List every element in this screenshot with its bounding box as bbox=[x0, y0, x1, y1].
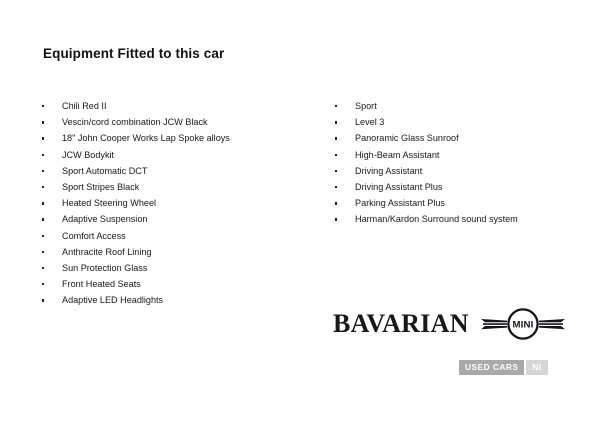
list-item bbox=[40, 195, 310, 211]
equipment-column-left bbox=[40, 98, 310, 308]
page-title: Equipment Fitted to this car bbox=[43, 46, 225, 61]
list-item bbox=[333, 211, 593, 227]
bullet-icon bbox=[335, 121, 337, 123]
bullet-icon bbox=[42, 105, 44, 107]
list-item bbox=[40, 292, 310, 308]
equipment-label: Parking Assistant Plus bbox=[355, 198, 445, 209]
equipment-label: Driving Assistant Plus bbox=[355, 181, 443, 192]
list-item bbox=[40, 114, 310, 130]
equipment-column-right bbox=[333, 98, 593, 228]
equipment-label: Sport bbox=[355, 101, 377, 111]
equipment-label: High-Beam Assistant bbox=[355, 149, 440, 160]
svg-text:MINI: MINI bbox=[512, 319, 534, 331]
bullet-icon bbox=[335, 170, 337, 172]
list-item bbox=[40, 211, 310, 227]
branding-block bbox=[333, 305, 565, 385]
bullet-icon bbox=[42, 283, 44, 285]
equipment-label: Panoramic Glass Sunroof bbox=[355, 133, 459, 144]
list-item bbox=[333, 130, 593, 146]
equipment-label: Vescin/cord combination JCW Black bbox=[62, 117, 208, 128]
bullet-icon bbox=[42, 202, 44, 204]
mini-logo-icon bbox=[481, 307, 565, 341]
badge-region-label: NI bbox=[526, 360, 547, 375]
equipment-label: Front Heated Seats bbox=[62, 279, 141, 290]
list-item bbox=[333, 98, 593, 114]
bullet-icon bbox=[42, 218, 44, 220]
equipment-label: Adaptive Suspension bbox=[62, 214, 148, 225]
equipment-label: Sun Protection Glass bbox=[62, 262, 148, 273]
equipment-label: Driving Assistant bbox=[355, 165, 423, 176]
equipment-label: Level 3 bbox=[355, 117, 385, 128]
bullet-icon bbox=[42, 186, 44, 188]
bullet-icon bbox=[42, 299, 44, 301]
list-item bbox=[40, 147, 310, 163]
bullet-icon bbox=[335, 202, 337, 204]
list-item bbox=[40, 244, 310, 260]
equipment-label: Chili Red II bbox=[62, 101, 107, 111]
equipment-label: 18" John Cooper Works Lap Spoke alloys bbox=[62, 133, 230, 144]
bullet-icon bbox=[42, 154, 44, 156]
list-item bbox=[333, 147, 593, 163]
bullet-icon bbox=[335, 137, 337, 139]
equipment-label: Sport Automatic DCT bbox=[62, 165, 148, 176]
bullet-icon bbox=[335, 218, 337, 220]
list-item bbox=[333, 179, 593, 195]
equipment-label: Heated Steering Wheel bbox=[62, 198, 157, 209]
list-item bbox=[40, 130, 310, 146]
bullet-icon bbox=[335, 154, 337, 156]
bullet-icon bbox=[42, 235, 44, 237]
bullet-icon bbox=[42, 267, 44, 269]
equipment-label: Anthracite Roof Lining bbox=[62, 246, 152, 257]
list-item bbox=[333, 114, 593, 130]
list-item bbox=[40, 276, 310, 292]
bullet-icon bbox=[335, 186, 337, 188]
equipment-label: Harman/Kardon Surround sound system bbox=[355, 214, 518, 225]
bullet-icon bbox=[335, 105, 337, 107]
used-cars-badge bbox=[459, 360, 548, 375]
bullet-icon bbox=[42, 137, 44, 139]
list-item bbox=[333, 163, 593, 179]
branding-row bbox=[333, 305, 565, 345]
list-item bbox=[40, 179, 310, 195]
equipment-label: Adaptive LED Headlights bbox=[62, 295, 164, 306]
equipment-label: Comfort Access bbox=[62, 230, 126, 241]
bullet-icon bbox=[42, 251, 44, 253]
bullet-icon bbox=[42, 170, 44, 172]
list-item bbox=[40, 163, 310, 179]
bullet-icon bbox=[42, 121, 44, 123]
equipment-label: Sport Stripes Black bbox=[62, 181, 140, 192]
equipment-list-left bbox=[40, 98, 310, 308]
list-item bbox=[333, 195, 593, 211]
dealer-name: BAVARIAN bbox=[333, 309, 469, 338]
list-item bbox=[40, 98, 310, 114]
list-item bbox=[40, 228, 310, 244]
list-item bbox=[40, 260, 310, 276]
badge-main-label: USED CARS bbox=[459, 360, 524, 375]
equipment-list-right bbox=[333, 98, 593, 228]
equipment-label: JCW Bodykit bbox=[62, 149, 115, 160]
